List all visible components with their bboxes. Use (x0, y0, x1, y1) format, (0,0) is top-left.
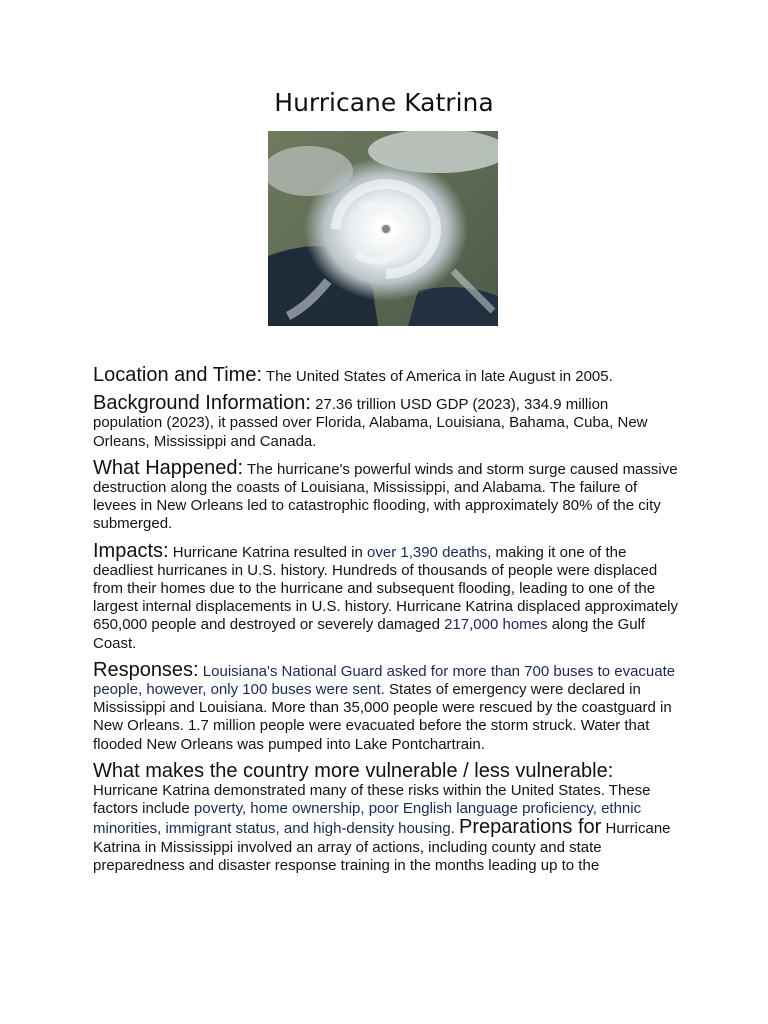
vulnerability-text-1: Hurricane Katrina demonstrated many of these risks within the United States. These factors include (93, 782, 651, 818)
document-title: Hurricane Katrina (274, 88, 494, 117)
what-happened-heading: What Happened: (93, 456, 244, 479)
responses-heading: Responses: (93, 658, 199, 681)
vulnerability-paragraph (93, 759, 678, 875)
background-heading: Background Information: (93, 392, 311, 415)
location-text: The United States of America in late August in 2005. (265, 368, 613, 385)
impacts-text-2: , making it one of the deadliest hurricanes in U.S. history. Hundreds of thousands of people were displaced from their homes due to the hurricane and subsequent flooding, leading to one of the largest internal displacements in U.S. history. Hurricane Katrina displaced approximately 650,000 people and destroyed or severely damaged (93, 543, 678, 634)
national-guard-link[interactable]: Louisiana's National Guard asked for more than 700 buses to evacuate people, however, only 100 buses were sent. (93, 662, 676, 699)
impacts-heading: Impacts: (93, 539, 169, 562)
deaths-link[interactable]: over 1,390 deaths (367, 543, 488, 561)
what-happened-paragraph (93, 456, 678, 534)
vulnerability-factors-link[interactable]: poverty, home ownership, poor English language proficiency, ethnic minorities, immigrant status, and high-density housing (93, 800, 642, 838)
homes-link[interactable]: 217,000 homes (444, 616, 548, 634)
preparations-text: Hurricane Katrina in Mississippi involved an array of actions, including county and state preparedness and disaster response training in the months leading up to the (93, 820, 671, 874)
impacts-text-3: along the Gulf Coast. (93, 616, 646, 652)
location-paragraph (93, 366, 678, 386)
impacts-text-1: Hurricane Katrina resulted in (172, 543, 363, 561)
responses-paragraph (93, 658, 678, 754)
background-text: 27.36 trillion USD GDP (2023), 334.9 million population (2023), it passed over Florida, Alabama, Louisiana, Bahama, Cuba, New Orleans, Mississippi and Canada. (93, 396, 648, 450)
responses-text: States of emergency were declared in Mississippi and Louisiana. More than 35,000 people were rescued by the coastguard in New Orleans. 1.7 million people were evacuated before the storm struck. Water that flooded New Orleans was pumped into Lake Pontchartrain. (93, 681, 672, 753)
location-heading: Location and Time: (93, 364, 262, 386)
what-happened-text: The hurricane's powerful winds and storm surge caused massive destruction along the coasts of Louisiana, Mississippi, and Alabama. The failure of levees in New Orleans led to catastrophic flooding, with approximately 80% of the city submerged. (93, 460, 678, 533)
preparations-heading: Preparations for (459, 816, 602, 839)
vulnerability-text-2: . (450, 820, 455, 838)
document-body (93, 366, 678, 875)
vulnerability-heading: What makes the country more vulnerable / less vulnerable: (93, 759, 614, 782)
impacts-paragraph (93, 539, 678, 653)
hurricane-satellite-image (268, 131, 498, 326)
background-paragraph (93, 394, 678, 451)
